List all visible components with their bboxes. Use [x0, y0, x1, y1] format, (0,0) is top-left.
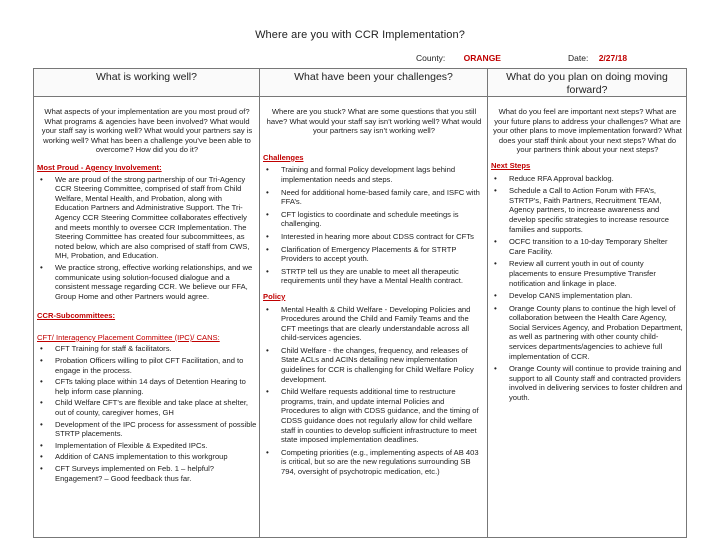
section-subtitle: CFT/ Interagency Placement Committee (IPC)/ CANS: — [37, 332, 220, 342]
column-header: What have been your challenges? — [260, 69, 487, 97]
column-header: What do you plan on doing moving forward? — [488, 69, 686, 97]
county-value: ORANGE — [463, 53, 501, 63]
bullet-list — [491, 174, 684, 403]
list-item: • Probation Officers willing to pilot CFT Facilitation, and to engage in the process. — [37, 356, 257, 375]
column-body — [34, 97, 259, 483]
list-item: • Review all current youth in out of county placements to ensure Presumptive Transfer notification and linkage in place. — [491, 259, 684, 288]
section-title: Most Proud - Agency Involvement: — [37, 162, 162, 172]
column-question: What do you feel are important next steps? What are your future plans to address your challenges? What are your other plans to move implementation forward? What does your staff think about your next steps? What do your partners think about your next steps? — [493, 107, 682, 155]
section-title: Policy — [263, 291, 286, 301]
bullet-list — [37, 344, 257, 483]
column-body — [488, 97, 686, 403]
column-question: What aspects of your implementation are you most proud of? What programs & agencies have been involved? What would your staff say is working well? What would your partners say is working well? What has been a challenge you’ve been able to overcome? How did you do it? — [41, 107, 253, 155]
bullet-list — [263, 305, 485, 477]
list-item: • Child Welfare - the changes, frequency, and releases of State ACLs and ACINs detailing new implementation guidelines for CCR is challenging for Child Welfare Policy development. — [263, 346, 485, 384]
list-item: • Addition of CANS implementation to this workgroup — [37, 452, 257, 462]
list-item: • Training and formal Policy development lags behind implementation needs and steps. — [263, 165, 485, 184]
date-field — [568, 53, 627, 63]
list-item: • Schedule a Call to Action Forum with FFA’s, STRTP’s, Faith Partners, Recruitment TEAM, Agency partners, to increase awareness and develop specific strategies to increase resource families and supports. — [491, 186, 684, 234]
list-item: • Mental Health & Child Welfare - Developing Policies and Procedures around the Child and Family Teams and the CFT meetings that are clearly understandable across all child-services agencies. — [263, 305, 485, 343]
list-item: • CFT Training for staff & facilitators. — [37, 344, 257, 354]
column-working-well — [34, 69, 260, 537]
section-title: Next Steps — [491, 160, 531, 170]
list-item: • OCFC transition to a 10-day Temporary Shelter Care Facility. — [491, 237, 684, 256]
list-item: • CFTs taking place within 14 days of Detention Hearing to help inform case planning. — [37, 377, 257, 396]
column-moving-forward — [488, 69, 686, 537]
bullet-list — [37, 175, 257, 302]
list-item: • Implementation of Flexible & Expedited IPCs. — [37, 441, 257, 451]
column-body — [260, 97, 487, 477]
list-item: • We practice strong, effective working relationships, and we communicate using solution-focused dialogue and a consistent message regarding CCR. We believe our FFA, Group Home and other Partners would agree. — [37, 263, 257, 301]
date-value: 2/27/18 — [598, 53, 628, 63]
county-label: County: — [416, 53, 446, 63]
section-title: CCR-Subcommittees: — [37, 311, 116, 321]
list-item: • STRTP tell us they are unable to meet all therapeutic requirements until they have a Mental Health contract. — [263, 267, 485, 286]
list-item: • Child Welfare requests additional time to restructure programs, train, and update internal Policies and Procedures to align with CDSS guidance, and the timing of CDSS guidance does not regularly allow for child welfare staff in counties to develop sufficient infrastructure to meet state imposed implementation deadlines. — [263, 387, 485, 445]
list-item: • Development of the IPC process for assessment of possible STRTP placements. — [37, 420, 257, 439]
list-item: • Orange County plans to continue the high level of collaboration between the Health Care Agency, Social Services Agency, and Probation Department, as well as partnering with other county child-services departments/agencies to achieve full implementation of CCR. — [491, 304, 684, 362]
implementation-table — [33, 68, 687, 538]
list-item: • We are proud of the strong partnership of our Tri-Agency CCR Steering Committee, comprised of staff from Child Welfare, Mental Health, and Probation, along with Education Partners and Administrative Support. The Tri-Agency CCR Steering Committee collaborates effectively and meets monthly to oversee CCR Implementation. The Steering Committee has created four subcommittees, as noted below, which are also comprised of staff from CWS, MH, Probation, and Education. — [37, 175, 257, 261]
section-title: Challenges — [263, 152, 304, 162]
list-item: • Develop CANS implementation plan. — [491, 291, 684, 301]
county-field — [416, 53, 501, 63]
page-title: Where are you with CCR Implementation? — [255, 29, 465, 41]
column-question: Where are you stuck? What are some questions that you still have? What would your staff say isn’t working well? What would your partners say isn’t working well? — [266, 107, 482, 136]
list-item: • Need for additional home-based family care, and ISFC with FFA’s. — [263, 188, 485, 207]
list-item: • CFT Surveys implemented on Feb. 1 – helpful? Engagement? – Good feedback thus far. — [37, 464, 257, 483]
list-item: • Child Welfare CFT’s are flexible and take place at shelter, out of county, caregiver homes, GH — [37, 398, 257, 417]
list-item: • Clarification of Emergency Placements & for STRTP Providers to accept youth. — [263, 245, 485, 264]
list-item: • Reduce RFA Approval backlog. — [491, 174, 684, 184]
list-item: • Orange County will continue to provide training and support to all County staff and contracted providers involved in delivering services to foster children and youth. — [491, 364, 684, 402]
date-label: Date: — [568, 53, 589, 63]
column-header: What is working well? — [34, 69, 259, 97]
list-item: • CFT logistics to coordinate and schedule meetings is challenging. — [263, 210, 485, 229]
column-challenges — [260, 69, 488, 537]
list-item: • Competing priorities (e.g., implementing aspects of AB 403 is critical, but so are the new regulations surrounding SB 794, oversight of psychotropic medication, etc.) — [263, 448, 485, 477]
bullet-list — [263, 165, 485, 286]
list-item: • Interested in hearing more about CDSS contract for CFTs — [263, 232, 485, 242]
